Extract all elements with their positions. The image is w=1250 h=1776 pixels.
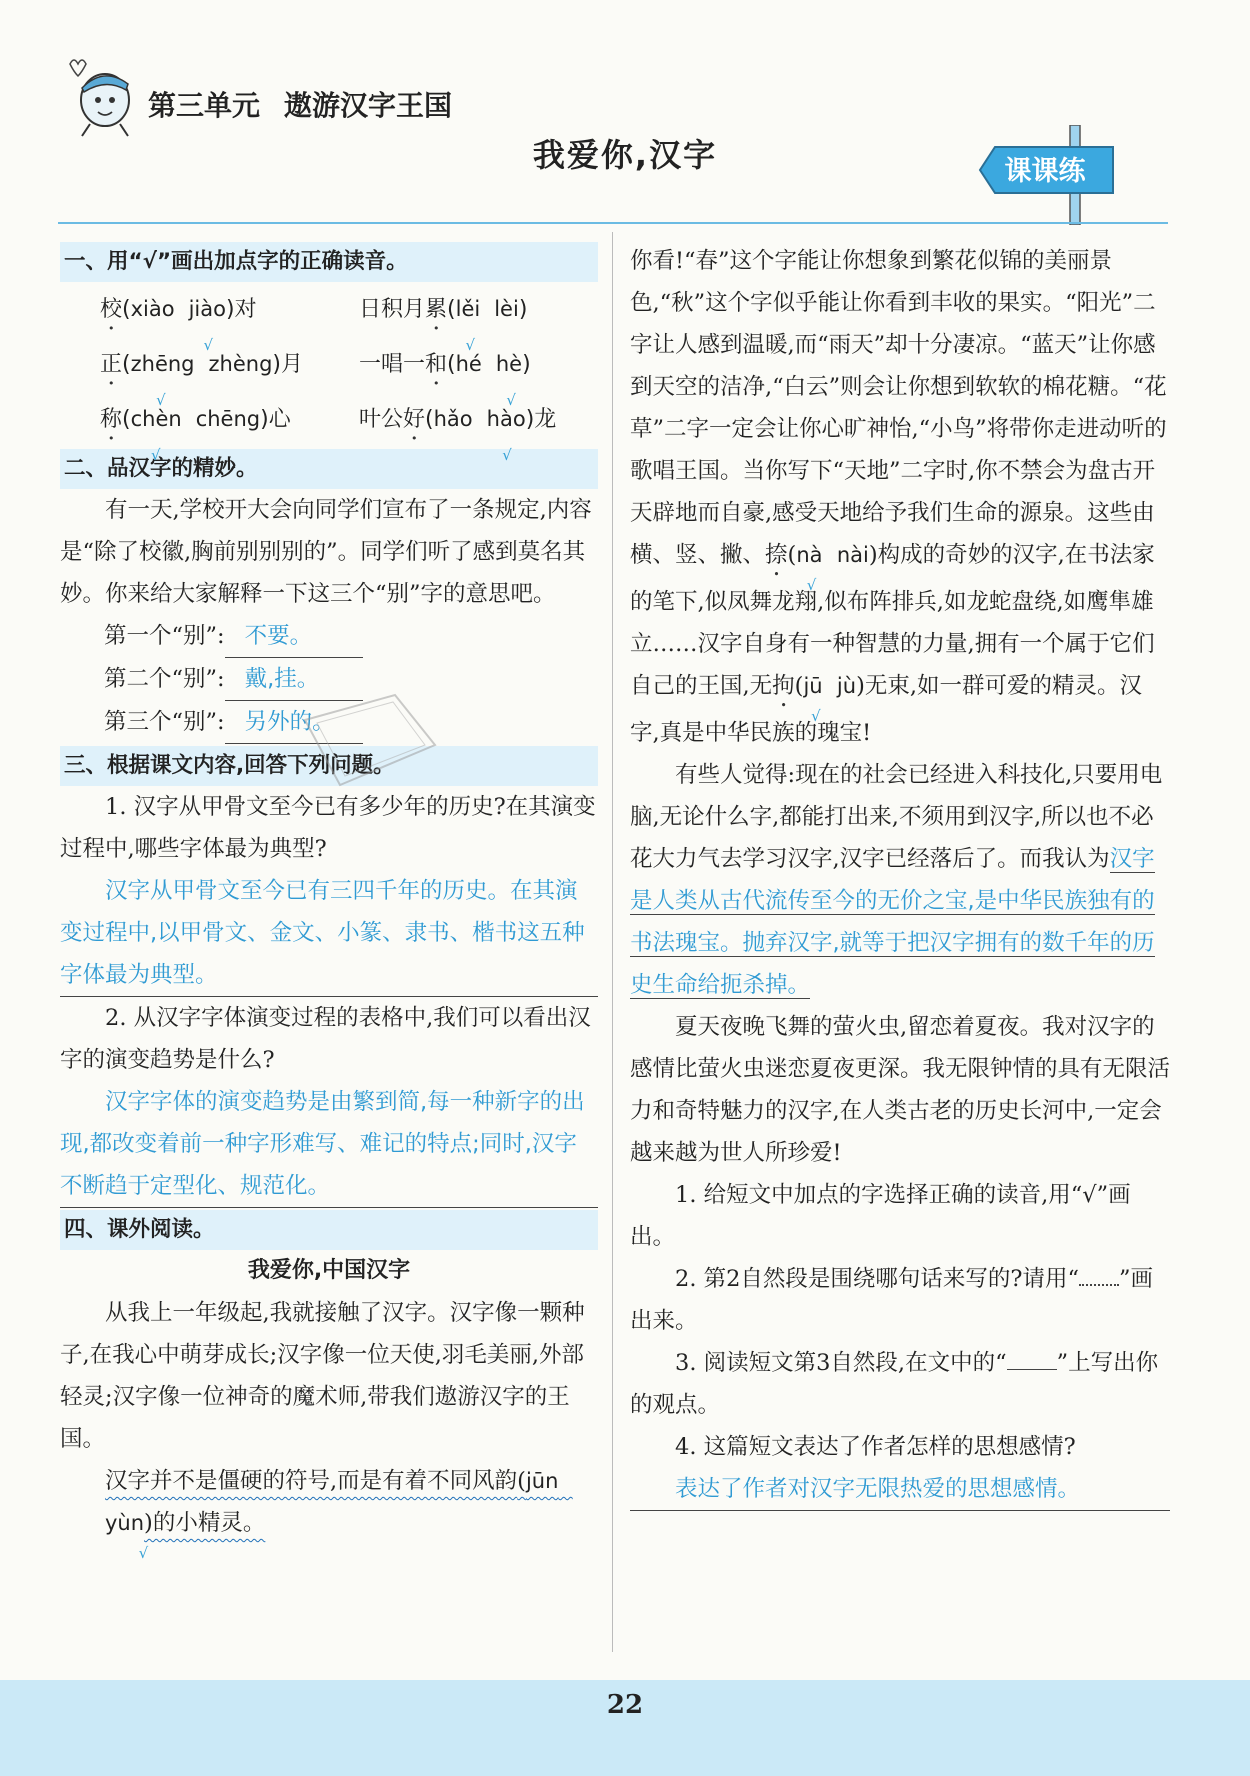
section-1-title: 一、用“√”画出加点字的正确读音。: [60, 242, 598, 282]
pinyin-item-3: 正(zhēng √ zhèng)月: [100, 337, 339, 392]
article-p1: 从我上一年级起,我就接触了汉字。汉字像一颗种子,在我心中萌芽成长;汉字像一位天使,羽毛美丽,外部轻灵;汉字像一位神奇的魔术师,带我们遨游汉字的王国。: [60, 1300, 585, 1452]
section-3-a2: 汉字字体的演变趋势是由繁到简,每一种新字的出现,都改变着前一种字形难写、难记的特点;同时,汉字不断趋于定型化、规范化。: [60, 1081, 598, 1208]
section-3-q2: 2. 从汉字字体演变过程的表格中,我们可以看出汉字的演变趋势是什么?: [60, 1005, 591, 1073]
reading-q4: 4. 这篇短文表达了作者怎样的思想感情?: [675, 1434, 1076, 1460]
section-3-title: 三、根据课文内容,回答下列问题。: [60, 746, 598, 786]
unit-header: [60, 50, 660, 140]
article-p2-start: 汉字并不是僵硬的符号,而是有着不同风韵(jūn yùn √)的小精灵。: [60, 1460, 598, 1544]
right-column: [630, 240, 1170, 1511]
article-p3: 有些人觉得:现在的社会已经进入科技化,只要用电脑,无论什么字,都能打出来,不须用到汉字,所以也不必花大力气去学习汉字,汉字已经落后了。而我认为汉字是人类从古代流传至今的无价之宝,是中华民族独有的书法瑰宝。抛弃汉字,就等于把汉字拥有的数千年的历史生命给扼杀掉。: [630, 762, 1163, 998]
bie-row-2: 第二个“别”: 戴,挂。: [60, 658, 598, 701]
mascot-icon: [60, 50, 140, 140]
p3-answer: 汉字是人类从古代流传至今的无价之宝,是中华民族独有的书法瑰宝。抛弃汉字,就等于把汉字拥有的数千年的历史生命给扼杀掉。: [630, 846, 1155, 998]
reading-a4: 表达了作者对汉字无限热爱的思想感情。: [630, 1468, 1170, 1511]
pinyin-item-2: 日积月累(lěi √ lèi): [359, 282, 598, 337]
reading-q2: 2. 第2自然段是围绕哪句话来写的?请用“ ”画出来。: [630, 1266, 1154, 1334]
left-column: [60, 240, 598, 1544]
section-4-title: 四、课外阅读。: [60, 1210, 598, 1250]
reading-q1: 1. 给短文中加点的字选择正确的读音,用“√”画出。: [630, 1182, 1131, 1250]
pinyin-item-4: 一唱一和(hé hè √): [359, 337, 598, 392]
bie-row-3: 第三个“别”: 另外的。: [60, 701, 598, 744]
article-p2-cont: 你看!“春”这个字能让你想象到繁花似锦的美丽景色,“秋”这个字似乎能让你看到丰收的果实。“阳光”二字让人感到温暖,而“雨天”却十分凄凉。“蓝天”让你感到天空的洁净,“白云”则会让你想到软软的棉花糖。“花草”二字一定会让你心旷神怡,“小鸟”将带你走进动听的歌唱王国。当你写下“天地”二字时,你不禁会为盘古开天辟地而自豪,感受天地给予我们生命的源泉。这些由横、竖、撇、捺(nà √ nài)构成的奇妙的汉字,在书法家的笔下,似凤舞龙翔,似布阵排兵,如龙蛇盘绕,如鹰隼雄立……汉字自身有一种智慧的力量,拥有一个属于它们自己的王国,无拘(jū √ jù)无束,如一群可爱的精灵。汉字,真是中华民族的瑰宝!: [630, 240, 1170, 754]
pinyin-item-6: 叶公好(hǎo hào √)龙: [359, 392, 598, 447]
section-2-title: 二、品汉字的精妙。: [60, 449, 598, 489]
section-3-a1: 汉字从甲骨文至今已有三四千年的历史。在其演变过程中,以甲骨文、金文、小篆、隶书、楷书这五种字体最为典型。: [60, 870, 598, 997]
header-rule: [58, 222, 1168, 224]
signpost-badge-icon: [975, 125, 1135, 225]
page-number: 22: [606, 1690, 644, 1720]
section-3-q1: 1. 汉字从甲骨文至今已有多少年的历史?在其演变过程中,哪些字体最为典型?: [60, 794, 596, 862]
pinyin-item-5: 称(chèn √ chēng)心: [100, 392, 339, 447]
article-p4: 夏天夜晚飞舞的萤火虫,留恋着夏夜。我对汉字的感情比萤火虫迷恋夏夜更深。我无限钟情的具有无限活力和奇特魅力的汉字,在人类古老的历史长河中,一定会越来越为世人所珍爱!: [630, 1014, 1171, 1166]
pinyin-item-1: 校(xiào jiào √)对: [100, 282, 339, 337]
lesson-title: 我爱你,汉字: [532, 136, 718, 174]
badge-text: 课课练: [1004, 156, 1086, 187]
column-divider: [612, 232, 613, 1652]
section-2-text: 有一天,学校开大会向同学们宣布了一条规定,内容是“除了校徽,胸前别别别的”。同学们听了感到莫名其妙。你来给大家解释一下这三个“别”字的意思吧。: [60, 497, 592, 607]
stamp-seal-icon: [295, 690, 445, 790]
bie-row-1: 第一个“别”: 不要。: [60, 615, 598, 658]
pinyin-grid: [60, 282, 598, 447]
unit-title: 第三单元 遨游汉字王国: [148, 89, 453, 122]
reading-q3: 3. 阅读短文第3自然段,在文中的“ ”上写出你的观点。: [630, 1350, 1159, 1418]
article-title: 我爱你,中国汉字: [247, 1258, 411, 1283]
